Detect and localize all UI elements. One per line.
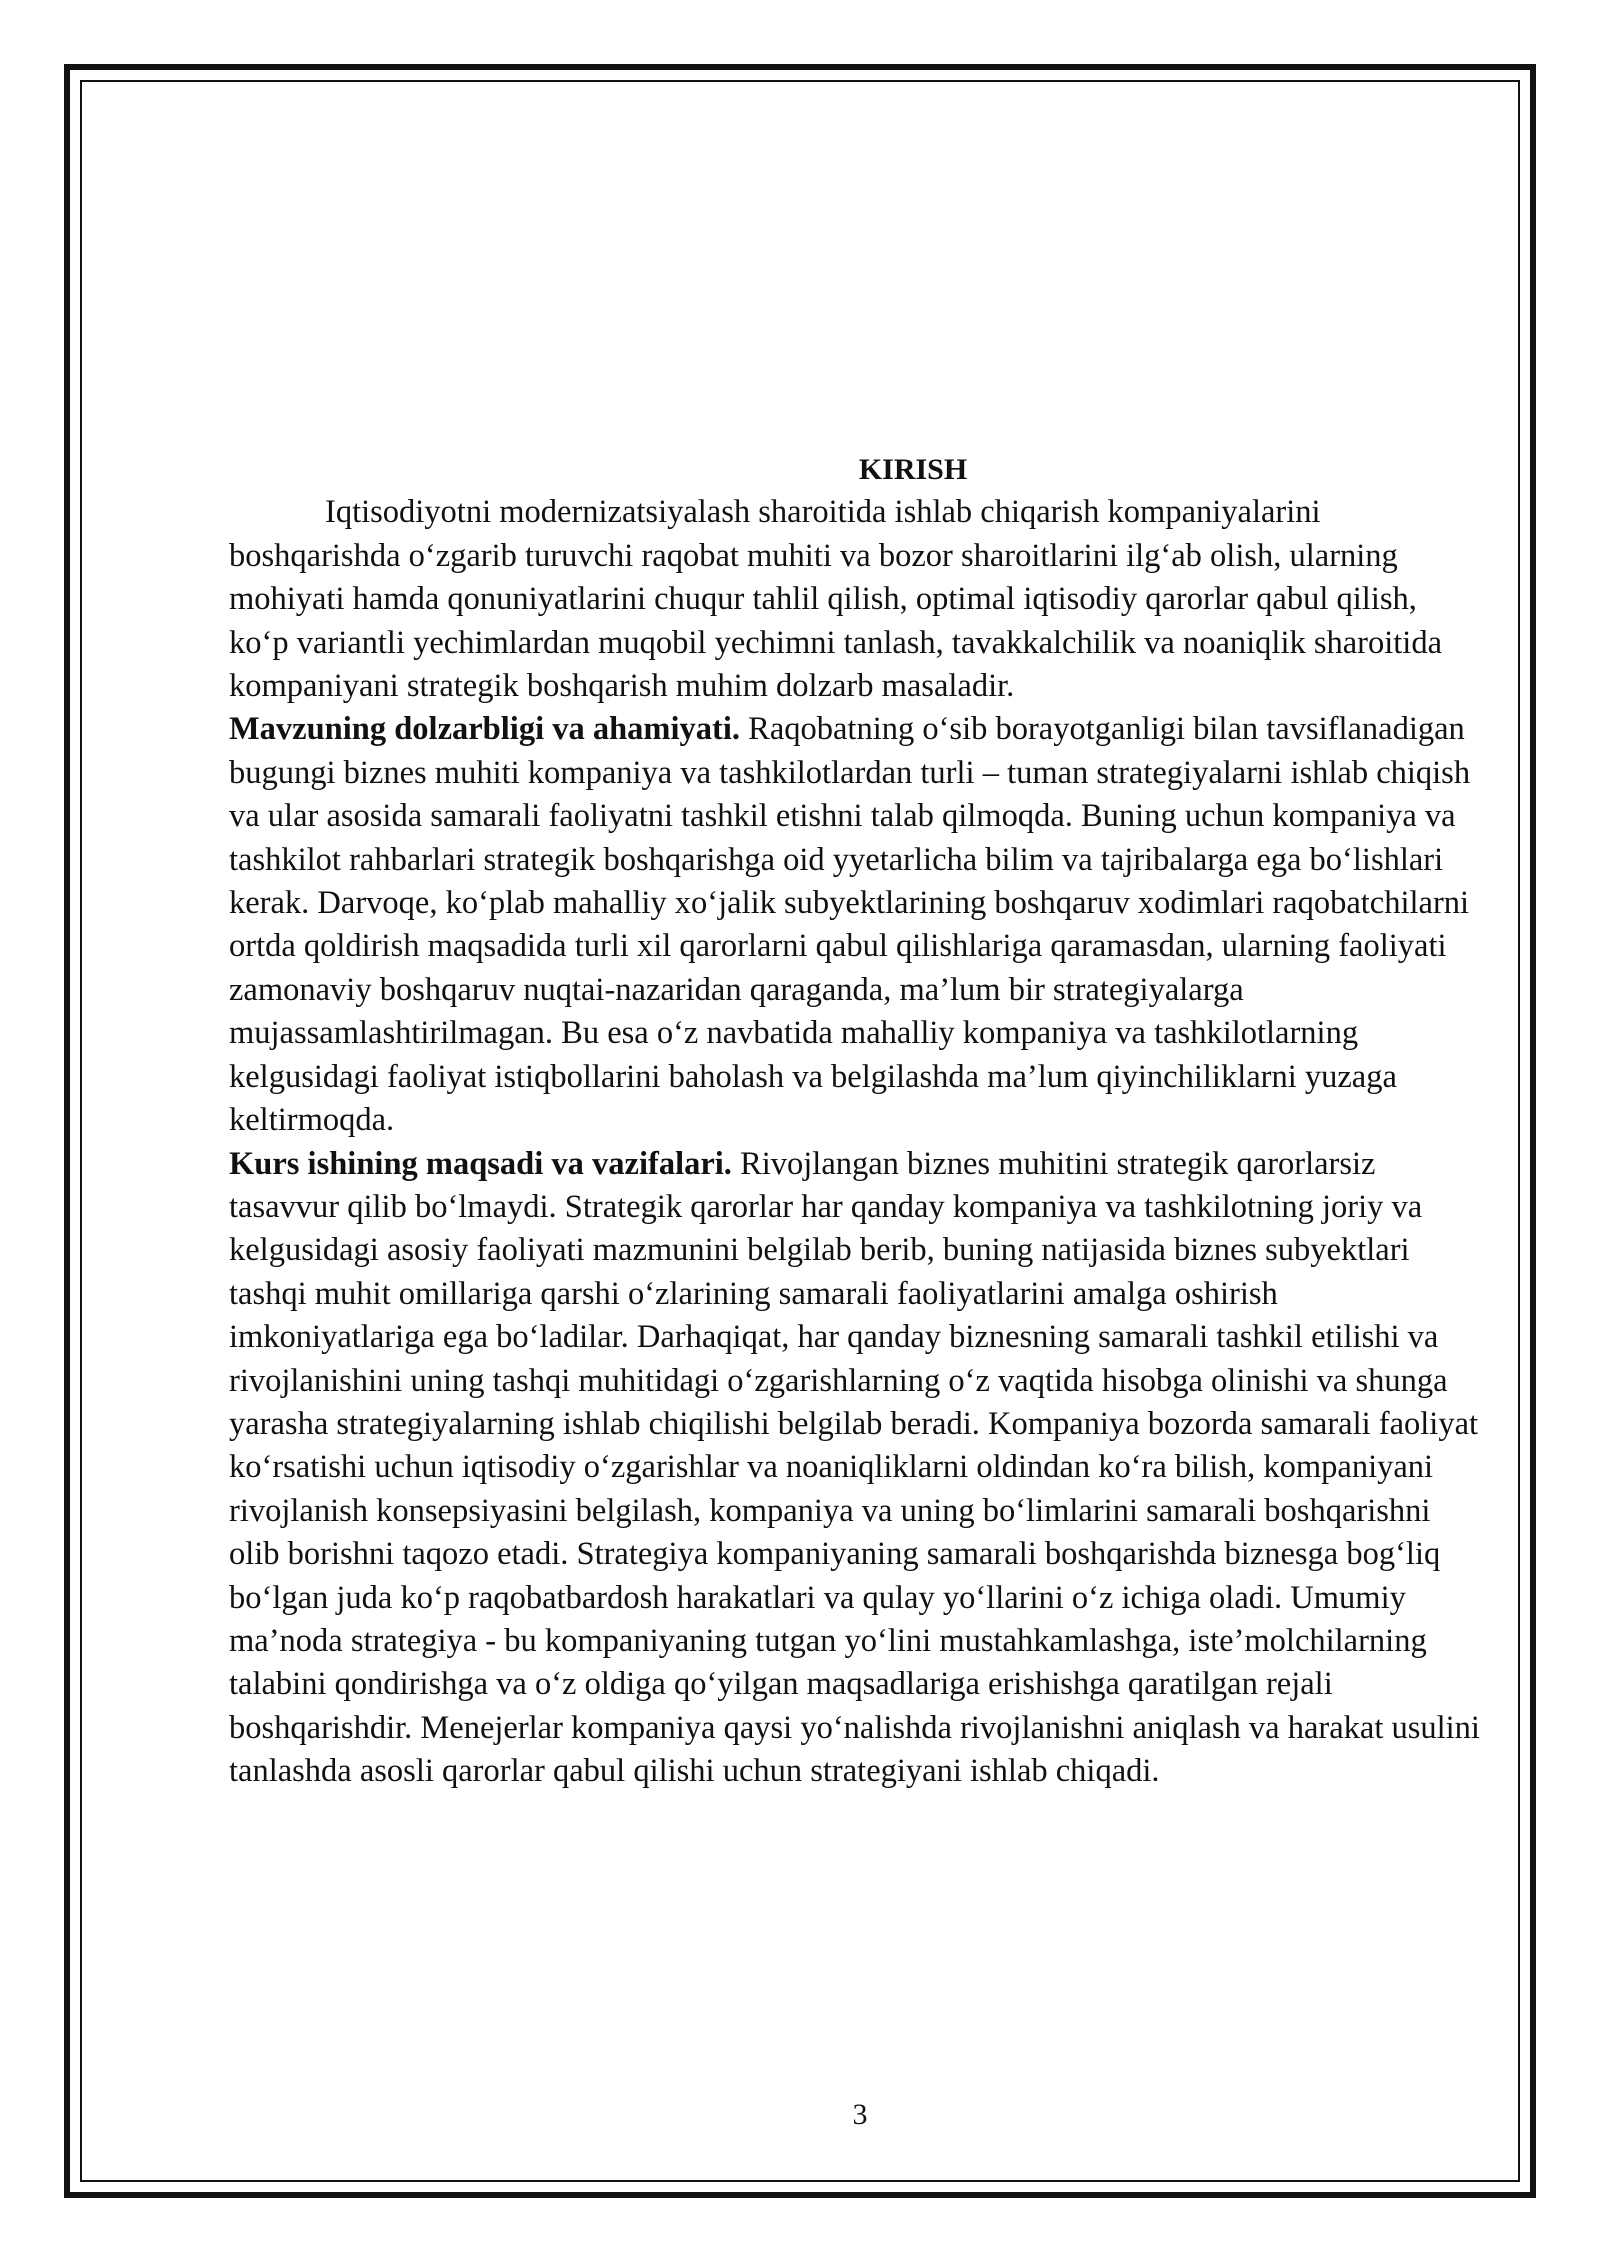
relevance-paragraph	[229, 708, 1481, 1142]
relevance-body: Raqobatning o‘sib borayotganligi bilan tavsiflanadigan bugungi biznes muhiti kompaniya va tashkilotlardan turli – tuman strategiyalarni ishlab chiqish va ular asosida samarali faoliyatni tashkil etishni talab qilmoqda. Buning uchun kompaniya va tashkilot rahbarlari strategik boshqarishga oid yyetarlicha bilim va tajribalarga ega bo‘lishlari kerak. Darvoqe, ko‘plab mahalliy xo‘jalik subyektlarining boshqaruv xodimlari raqobatchilarni ortda qoldirish maqsadida turli xil qarorlarni qabul qilishlariga qaramasdan, ularning faoliyati zamonaviy boshqaruv nuqtai-nazaridan qaraganda, ma’lum bir strategiyalarga mujassamlashtirilmagan. Bu esa o‘z navbatida mahalliy kompaniya va tashkilotlarning kelgusidagi faoliyat istiqbollarini baholash va belgilashda ma’lum qiyinchiliklarni yuzaga keltirmoqda.	[229, 711, 1471, 1139]
relevance-lead: Mavzuning dolzarbligi va ahamiyati.	[229, 711, 741, 748]
goals-lead: Kurs ishining maqsadi va vazifalari.	[229, 1145, 732, 1182]
section-heading: KIRISH	[858, 453, 968, 486]
document-body	[229, 448, 1481, 1794]
goals-paragraph	[229, 1143, 1481, 1794]
page-number: 3	[852, 2098, 868, 2131]
intro-paragraph: Iqtisodiyotni modernizatsiyalash sharoitida ishlab chiqarish kompaniyalarini boshqarishda o‘zgarib turuvchi raqobat muhiti va bozor sharoitlarini ilg‘ab olish, ularning mohiyati hamda qonuniyatlarini chuqur tahlil qilish, optimal iqtisodiy qarorlar qabul qilish, ko‘p variantli yechimlardan muqobil yechimni tanlash, tavakkalchilik va noaniqlik sharoitida kompaniyani strategik boshqarish muhim dolzarb masaladir.	[229, 494, 1443, 705]
goals-body: Rivojlangan biznes muhitini strategik qarorlarsiz tasavvur qilib bo‘lmaydi. Strategik qarorlar har qanday kompaniya va tashkilotning joriy va kelgusidagi asosiy faoliyati mazmunini belgilab berib, buning natijasida biznes subyektlari tashqi muhit omillariga qarshi o‘zlarining samarali faoliyatlarini amalga oshirish imkoniyatlariga ega bo‘ladilar. Darhaqiqat, har qanday biznesning samarali tashkil etilishi va rivojlanishini uning tashqi muhitidagi o‘zgarishlarning o‘z vaqtida hisobga olinishi va shunga yarasha strategiyalarning ishlab chiqilishi belgilab beradi. Kompaniya bozorda samarali faoliyat ko‘rsatishi uchun iqtisodiy o‘zgarishlar va noaniqliklarni oldindan ko‘ra bilish, kompaniyani rivojlanish konsepsiyasini belgilash, kompaniya va uning bo‘limlarini samarali boshqarishni olib borishni taqozo etadi. Strategiya kompaniyaning samarali boshqarishda biznesga bog‘liq bo‘lgan juda ko‘p raqobatbardosh harakatlari va qulay yo‘llarini o‘z ichiga oladi. Umumiy ma’noda strategiya - bu kompaniyaning tutgan yo‘lini mustahkamlashga, iste’molchilarning talabini qondirishga va o‘z oldiga qo‘yilgan maqsadlariga erishishga qaratilgan rejali boshqarishdir. Menejerlar kompaniya qaysi yo‘nalishda rivojlanishni aniqlash va harakat usulini tanlashda asosli qarorlar qabul qilishi uchun strategiyani ishlab chiqadi.	[229, 1145, 1480, 1790]
